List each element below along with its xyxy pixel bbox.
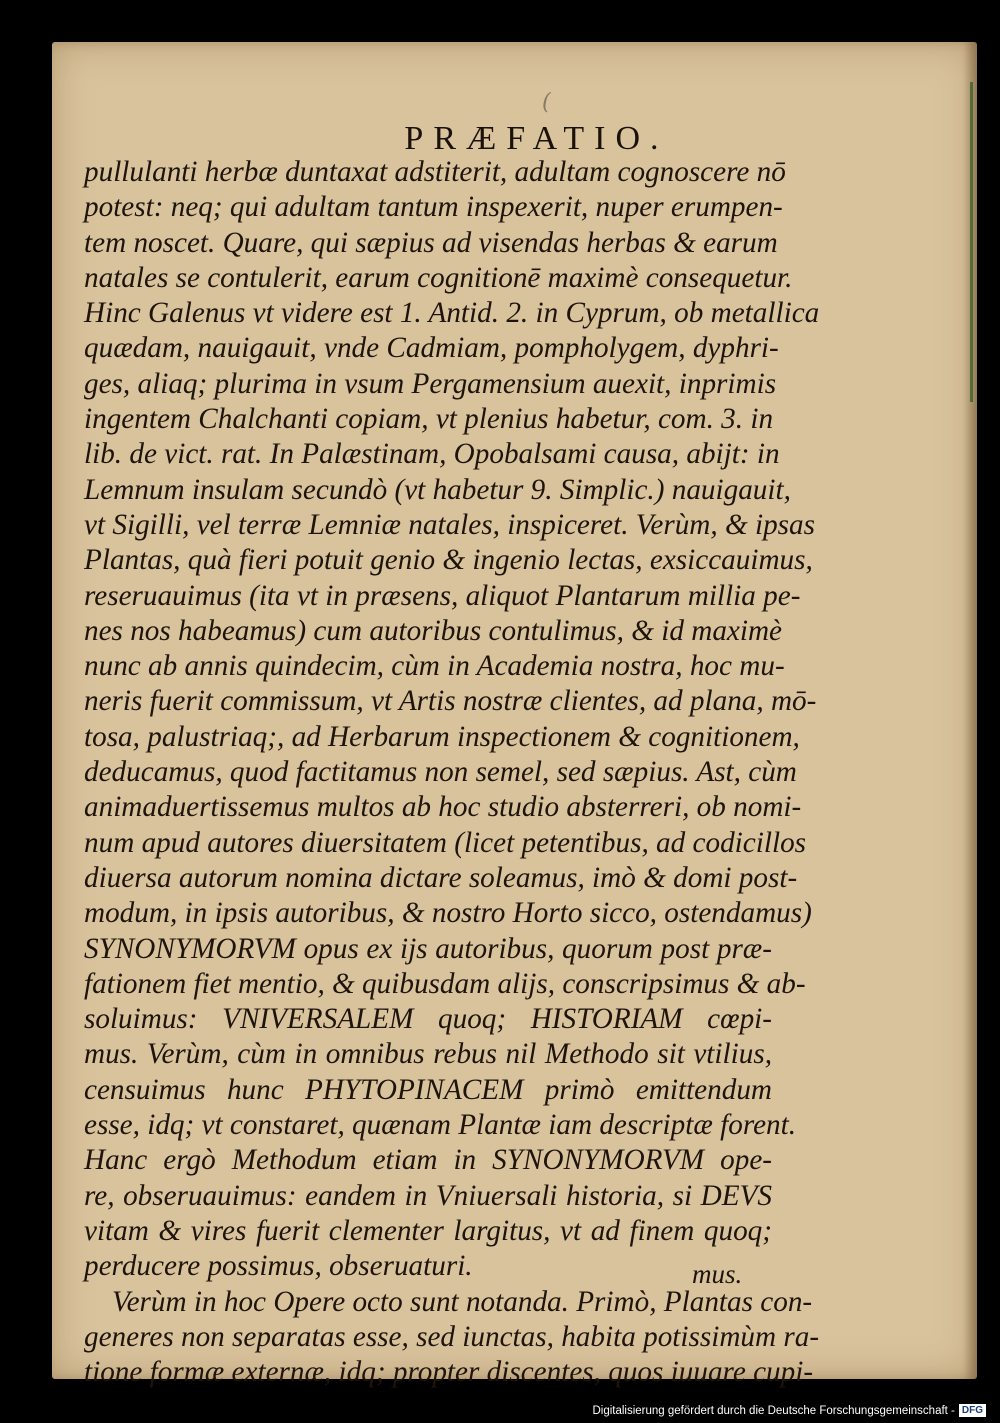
text-line: re, obseruauimus: eandem in Vniuersali historia, si DEVS: [84, 1179, 772, 1212]
text-line: animaduertissemus multos ab hoc studio absterreri, ob nomi-: [84, 791, 802, 824]
text-line: deducamus, quod factitamus non semel, sed sæpius. Ast, cùm: [84, 756, 797, 789]
text-line: nunc ab annis quindecim, cùm in Academia nostra, hoc mu-: [84, 650, 785, 683]
text-line: tosa, palustriaq;, ad Herbarum inspectionem & cognitionem,: [84, 720, 800, 753]
text-line: Hanc ergò Methodum etiam in SYNONYMORVM ope-: [84, 1144, 772, 1177]
text-line: Plantas, quà fieri potuit genio & ingenio lectas, exsiccauimus,: [84, 544, 813, 577]
digitization-credit: [592, 1404, 986, 1417]
running-header: PRÆFATIO.: [404, 120, 669, 157]
dfg-logo: DFG: [959, 1404, 986, 1417]
text-line: vt Sigilli, vel terræ Lemniæ natales, inspiceret. Verùm, & ipsas: [84, 508, 815, 541]
catchword: mus.: [692, 1259, 743, 1289]
text-line: pullulanti herbæ duntaxat adstiterit, adultam cognoscere nō: [84, 156, 786, 188]
credit-text: Digitalisierung gefördert durch die Deutsche Forschungsgemeinschaft -: [592, 1404, 955, 1417]
text-line: generes non separatas esse, sed iunctas, habita potissimùm ra-: [84, 1320, 820, 1353]
body-text: [84, 155, 820, 1390]
pencil-mark: (: [542, 90, 551, 115]
text-line: vitam & vires fuerit clementer largitus, vt ad finem quoq;: [84, 1214, 772, 1247]
text-line: neris fuerit commissum, vt Artis nostræ clientes, ad plana, mō-: [84, 685, 817, 718]
text-line: Hinc Galenus vt videre est 1. Antid. 2. in Cyprum, ob metallica: [84, 297, 820, 330]
text-line: lib. de vict. rat. In Palæstinam, Opobalsami causa, abijt: in: [84, 438, 780, 471]
book-page: [52, 42, 977, 1389]
text-line: esse, idq; vt constaret, quænam Plantæ iam descriptæ forent.: [84, 1109, 797, 1142]
text-line: potest: neq; qui adultam tantum inspexerit, nuper erumpen-: [84, 191, 783, 224]
text-line: natales se contulerit, earum cognitionē maximè consequetur.: [84, 261, 793, 294]
text-line: tem noscet. Quare, qui sæpius ad visendas herbas & earum: [84, 226, 778, 259]
text-line: nes nos habeamus) cum autoribus contulimus, & id maximè: [84, 614, 783, 647]
text-line: censuimus hunc PHYTOPINACEM primò emittendum: [84, 1073, 772, 1106]
text-line: diuersa autorum nomina dictare soleamus, imò & domi post-: [84, 861, 798, 894]
text-line: modum, in ipsis autoribus, & nostro Horto sicco, ostendamus): [84, 897, 812, 930]
text-line: mus. Verùm, cùm in omnibus rebus nil Methodo sit vtilius,: [84, 1038, 772, 1071]
text-line: perducere possimus, obseruaturi.: [84, 1250, 473, 1283]
text-line: tione formæ externæ, idq; propter discentes, quos iuuare cupi-: [84, 1356, 814, 1389]
text-line: ingentem Chalchanti copiam, vt plenius habetur, com. 3. in: [84, 403, 774, 436]
text-line: reseruauimus (ita vt in præsens, aliquot Plantarum millia pe-: [84, 579, 801, 612]
text-line: Lemnum insulam secundò (vt habetur 9. Simplic.) nauigauit,: [84, 473, 791, 506]
text-line: ges, aliaq; plurima in vsum Pergamensium auexit, inprimis: [84, 367, 777, 400]
text-line: quædam, nauigauit, vnde Cadmiam, pompholygem, dyphri-: [84, 332, 779, 365]
text-line: fationem fiet mentio, & quibusdam alijs, conscripsimus & ab-: [84, 967, 806, 1000]
text-line: SYNONYMORVM opus ex ijs autoribus, quorum post præ-: [84, 932, 772, 965]
text-line: num apud autores diuersitatem (licet petentibus, ad codicillos: [84, 826, 807, 859]
text-line: soluimus: VNIVERSALEM quoq; HISTORIAM cœpi-: [84, 1003, 772, 1036]
text-line: Verùm in hoc Opere octo sunt notanda. Primò, Plantas con-: [112, 1285, 813, 1318]
